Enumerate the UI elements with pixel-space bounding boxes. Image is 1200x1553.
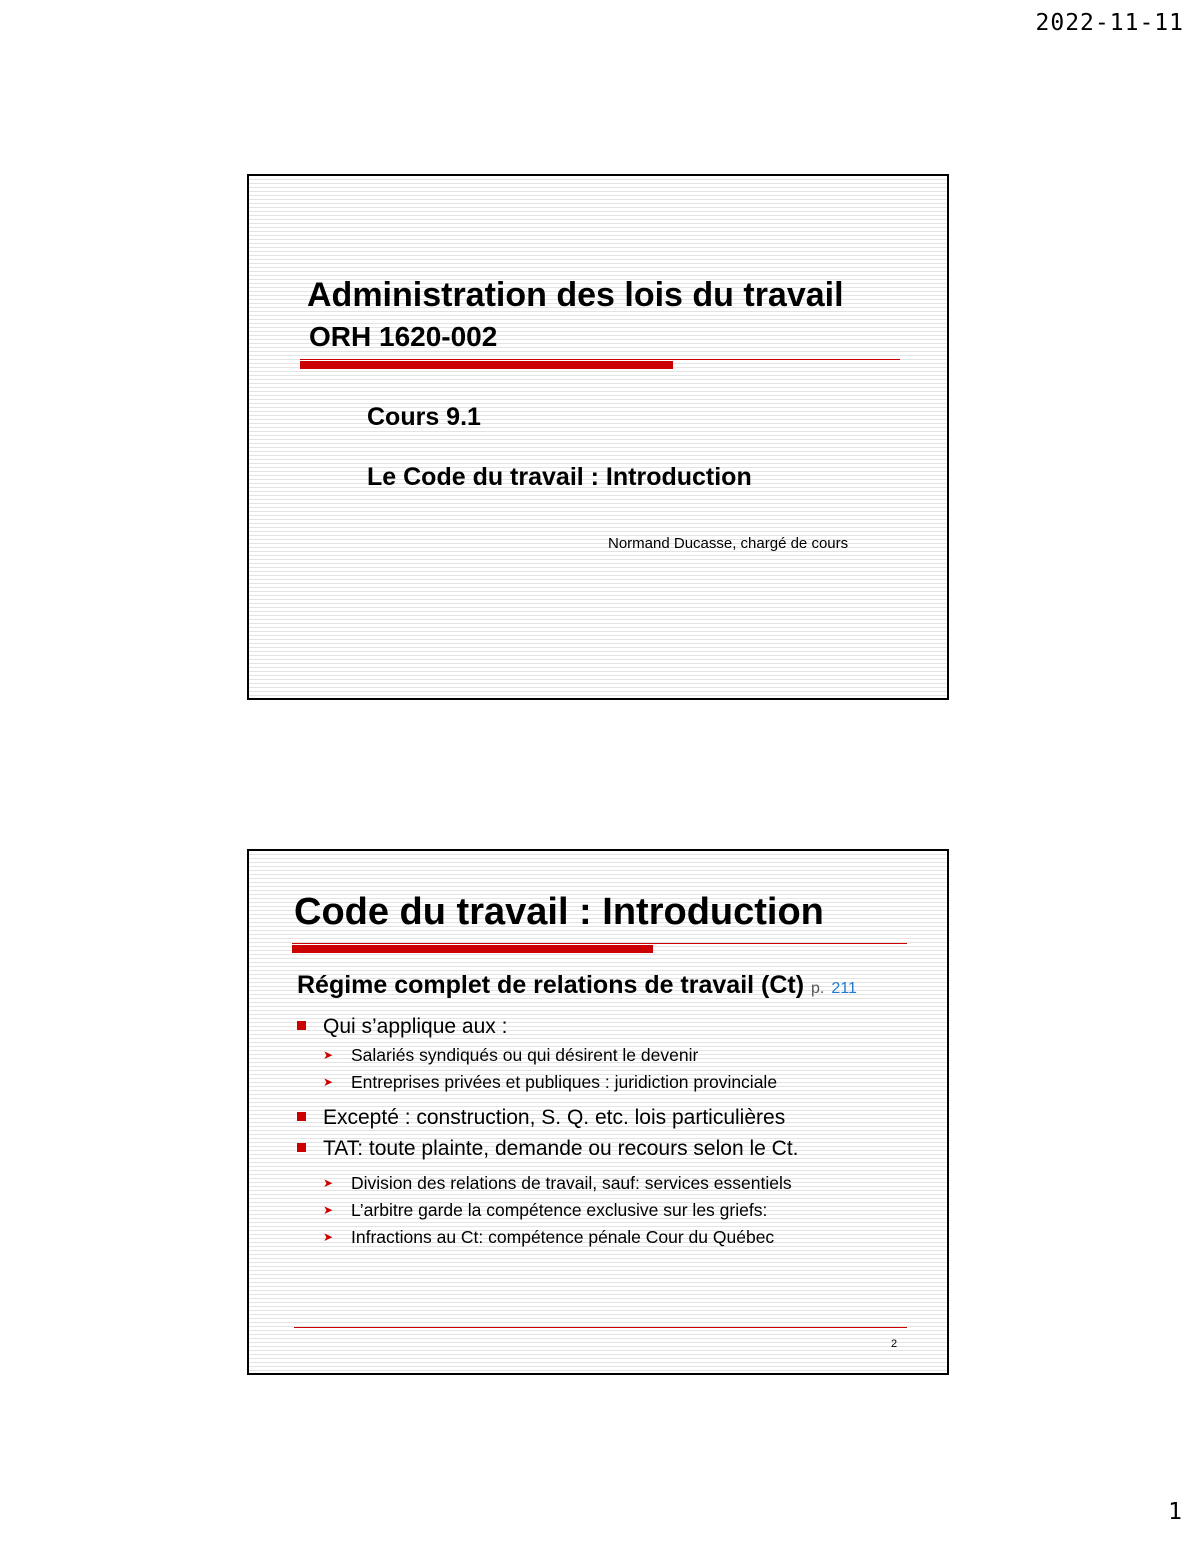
title-underline-thick xyxy=(292,945,653,953)
red-arrow-icon: ➤ xyxy=(323,1176,334,1191)
slide-title: Code du travail : Introduction xyxy=(294,891,824,933)
red-arrow-icon: ➤ xyxy=(323,1230,334,1245)
section-heading-text: Régime complet de relations de travail (Ct) xyxy=(297,971,805,999)
bullet-text: Qui s’applique aux : xyxy=(323,1015,508,1038)
red-square-icon xyxy=(297,1112,306,1121)
section-heading xyxy=(297,971,857,1000)
sub-bullet-item xyxy=(323,1173,792,1194)
page-number: 1 xyxy=(1168,1499,1182,1525)
author-credit: Normand Ducasse, chargé de cours xyxy=(608,535,849,552)
sub-bullet-item xyxy=(323,1072,777,1093)
title-underline-thick xyxy=(300,361,673,369)
slide-title: Administration des lois du travail xyxy=(307,276,844,314)
bullet-text: Excepté : construction, S. Q. etc. lois particulières xyxy=(323,1106,786,1129)
course-code: ORH 1620-002 xyxy=(309,321,498,352)
bullet-text: Entreprises privées et publiques : juridiction provinciale xyxy=(351,1072,778,1092)
red-square-icon xyxy=(297,1143,306,1152)
red-arrow-icon: ➤ xyxy=(323,1048,334,1063)
red-square-icon xyxy=(297,1021,306,1030)
sub-bullet-item xyxy=(323,1045,698,1066)
slide-number: 2 xyxy=(891,1338,898,1350)
title-underline-thin xyxy=(300,359,900,360)
title-underline-thin xyxy=(292,943,907,944)
page-date: 2022-11-11 xyxy=(1035,10,1184,36)
bullet-item xyxy=(297,1137,798,1161)
bullet-item xyxy=(297,1015,507,1039)
course-number: Cours 9.1 xyxy=(367,403,481,431)
bullet-text: Salariés syndiqués ou qui désirent le devenir xyxy=(351,1045,699,1065)
red-arrow-icon: ➤ xyxy=(323,1075,334,1090)
bullet-text: Division des relations de travail, sauf: services essentiels xyxy=(351,1173,792,1193)
slide-2 xyxy=(247,849,949,1375)
slide-1 xyxy=(247,174,949,700)
course-subject: Le Code du travail : Introduction xyxy=(367,463,752,491)
bullet-item xyxy=(297,1106,785,1130)
red-arrow-icon: ➤ xyxy=(323,1203,334,1218)
footer-rule xyxy=(294,1327,907,1328)
sub-bullet-item xyxy=(323,1200,767,1221)
bullet-text: TAT: toute plainte, demande ou recours selon le Ct. xyxy=(323,1137,799,1160)
page-reference-prefix: p. xyxy=(811,980,825,997)
page-reference-number: 211 xyxy=(831,980,857,997)
bullet-text: Infractions au Ct: compétence pénale Cour du Québec xyxy=(351,1227,775,1247)
sub-bullet-item xyxy=(323,1227,774,1248)
bullet-text: L’arbitre garde la compétence exclusive sur les griefs: xyxy=(351,1200,768,1220)
